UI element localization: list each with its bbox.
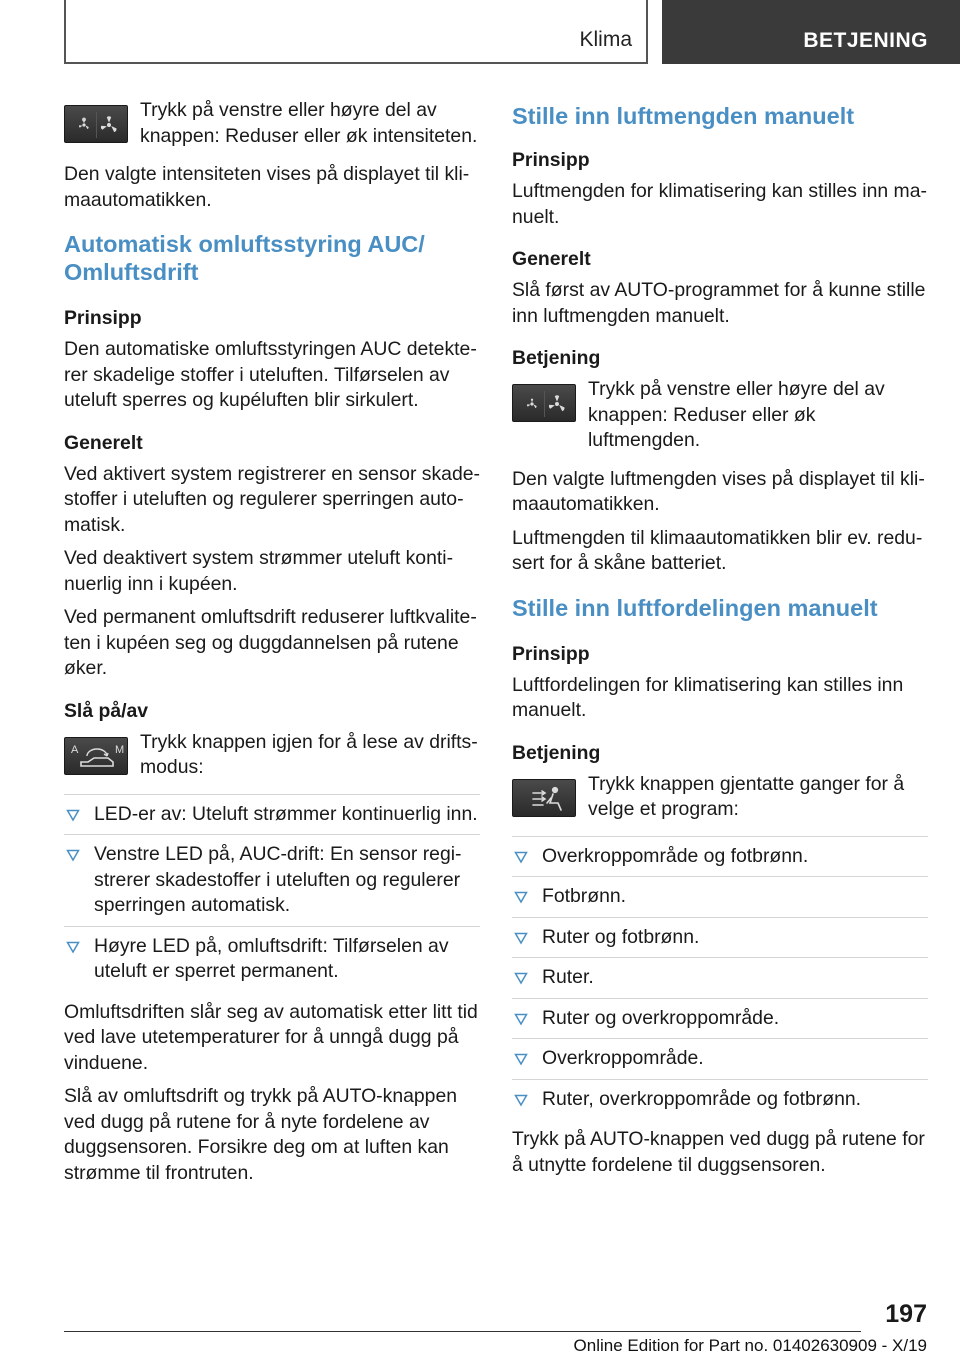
fan-button-row (512, 377, 928, 454)
list-item: Ruter og fotbrønn. (512, 925, 928, 959)
triangle-bullet-icon (514, 971, 528, 985)
operation-heading: Betjening (512, 741, 601, 764)
triangle-bullet-icon (514, 1093, 528, 1107)
chapter-title: BETJENING (803, 29, 928, 52)
distribution-button-text: Trykk knappen gjentatte ganger for å velge et program: (588, 772, 905, 820)
right-column (512, 98, 928, 1186)
list-item: Ruter. (512, 965, 928, 999)
list-item: Ruter og overkroppområde. (512, 1006, 928, 1040)
triangle-bullet-icon (66, 808, 80, 822)
paragraph: Ved aktivert system registrerer en sensor skadestoffer i uteluften og regulerer sperringen automatisk. (64, 462, 481, 536)
intensity-button-row (64, 98, 480, 149)
triangle-bullet-icon (66, 940, 80, 954)
button-label-a: A (71, 743, 79, 756)
list-item: Fotbrønn. (512, 884, 928, 918)
auc-heading: Automatisk omluftsstyring AUC/ Omluftsdrift (64, 231, 425, 285)
principle-heading: Prinsipp (512, 642, 590, 665)
distribution-heading: Stille inn luftfordelingen manuelt (512, 594, 878, 621)
onoff-button-text: Trykk knappen igjen for å lese av driftsmodus: (140, 730, 478, 778)
recirculation-button-icon (64, 737, 128, 775)
page-number: 197 (885, 1300, 927, 1328)
paragraph: Luftmengden for klimatisering kan stilles inn manuelt. (512, 180, 927, 228)
paragraph: Slå først av AUTO-programmet for å kunne stille inn luftmengden manuelt. (512, 279, 926, 327)
running-header-box (64, 0, 648, 64)
recirculation-button-row (64, 730, 480, 781)
paragraph: Luftmengden til klimaautomatikken blir ev. redusert for å skåne batteriet. (512, 526, 923, 574)
general-heading: Generelt (512, 248, 591, 270)
operation-heading: Betjening (512, 347, 601, 369)
edition-footer: Online Edition for Part no. 01402630909 - X/19 (573, 1336, 927, 1355)
airflow-heading: Stille inn luftmengden manuelt (512, 103, 855, 129)
paragraph: Ved permanent omluftsdrift reduserer luftkvaliteten i kupéen seg og duggdannelsen på rutene øker. (64, 606, 477, 679)
paragraph: Den valgte luftmengden vises på displayet til klimaautomatikken. (512, 467, 925, 515)
distribution-button-row (512, 772, 928, 823)
general-heading: Generelt (64, 431, 143, 454)
fan-button-icon (64, 105, 128, 143)
triangle-bullet-icon (66, 848, 80, 862)
list-item: Overkroppområde og fotbrønn. (512, 836, 928, 878)
fan-button-icon (512, 384, 576, 422)
list-item: Overkroppområde. (512, 1046, 928, 1080)
chapter-tab (662, 0, 960, 64)
paragraph: Omluftsdriften slår seg av automatisk etter litt tid ved lave utetemperaturer for å unngå dugg på vinduene. (64, 1000, 478, 1074)
triangle-bullet-icon (514, 890, 528, 904)
mode-list (64, 794, 480, 992)
triangle-bullet-icon (514, 1052, 528, 1066)
section-title: Klima (579, 28, 632, 51)
list-item: LED-er av: Uteluft strømmer kontinuerlig inn. (64, 794, 480, 836)
list-item: Høyre LED på, omluftsdrift: Tilførselen av uteluft er sperret permanent. (64, 934, 480, 992)
list-item: Venstre LED på, AUC-drift: En sensor registrerer skadestoffer i uteluften og regulerer sperringen automatisk. (64, 842, 480, 927)
list-item: Ruter, overkroppområde og fotbrønn. (512, 1087, 928, 1120)
triangle-bullet-icon (514, 931, 528, 945)
paragraph: Ved deaktivert system strømmer uteluft kontinuerlig inn i kupéen. (64, 547, 454, 595)
left-column (64, 98, 480, 1194)
onoff-heading: Slå på/av (64, 699, 149, 722)
principle-heading: Prinsipp (64, 307, 142, 329)
paragraph: Trykk på AUTO-knappen ved dugg på rutene for å utnytte fordelene til duggsensoren. (512, 1128, 925, 1176)
footer-divider (64, 1331, 861, 1332)
air-distribution-button-icon (512, 779, 576, 817)
paragraph: Den valgte intensiteten vises på displayet til klimaautomatikken. (64, 163, 470, 211)
principle-heading: Prinsipp (512, 149, 590, 171)
triangle-bullet-icon (514, 1012, 528, 1026)
triangle-bullet-icon (514, 850, 528, 864)
button-label-m: M (115, 743, 125, 756)
fan-button-text: Trykk på venstre eller høyre del av knappen: Reduser eller øk luftmengden. (588, 378, 885, 451)
paragraph: Luftfordelingen for klimatisering kan stilles inn manuelt. (512, 673, 904, 721)
paragraph: Slå av omluftsdrift og trykk på AUTO-knappen ved dugg på rutene for å nyte fordelene av duggsensoren. Forsikre deg om at luften kan strømme til frontruten. (64, 1085, 458, 1184)
program-list (512, 836, 928, 1120)
paragraph: Den automatiske omluftsstyringen AUC detekterer skadelige stoffer i uteluften. Tilførselen av uteluft sperres og kupéluften blir sirkulert. (64, 338, 477, 411)
intensity-button-text: Trykk på venstre eller høyre del av knappen: Reduser eller øk intensiteten. (140, 99, 478, 147)
